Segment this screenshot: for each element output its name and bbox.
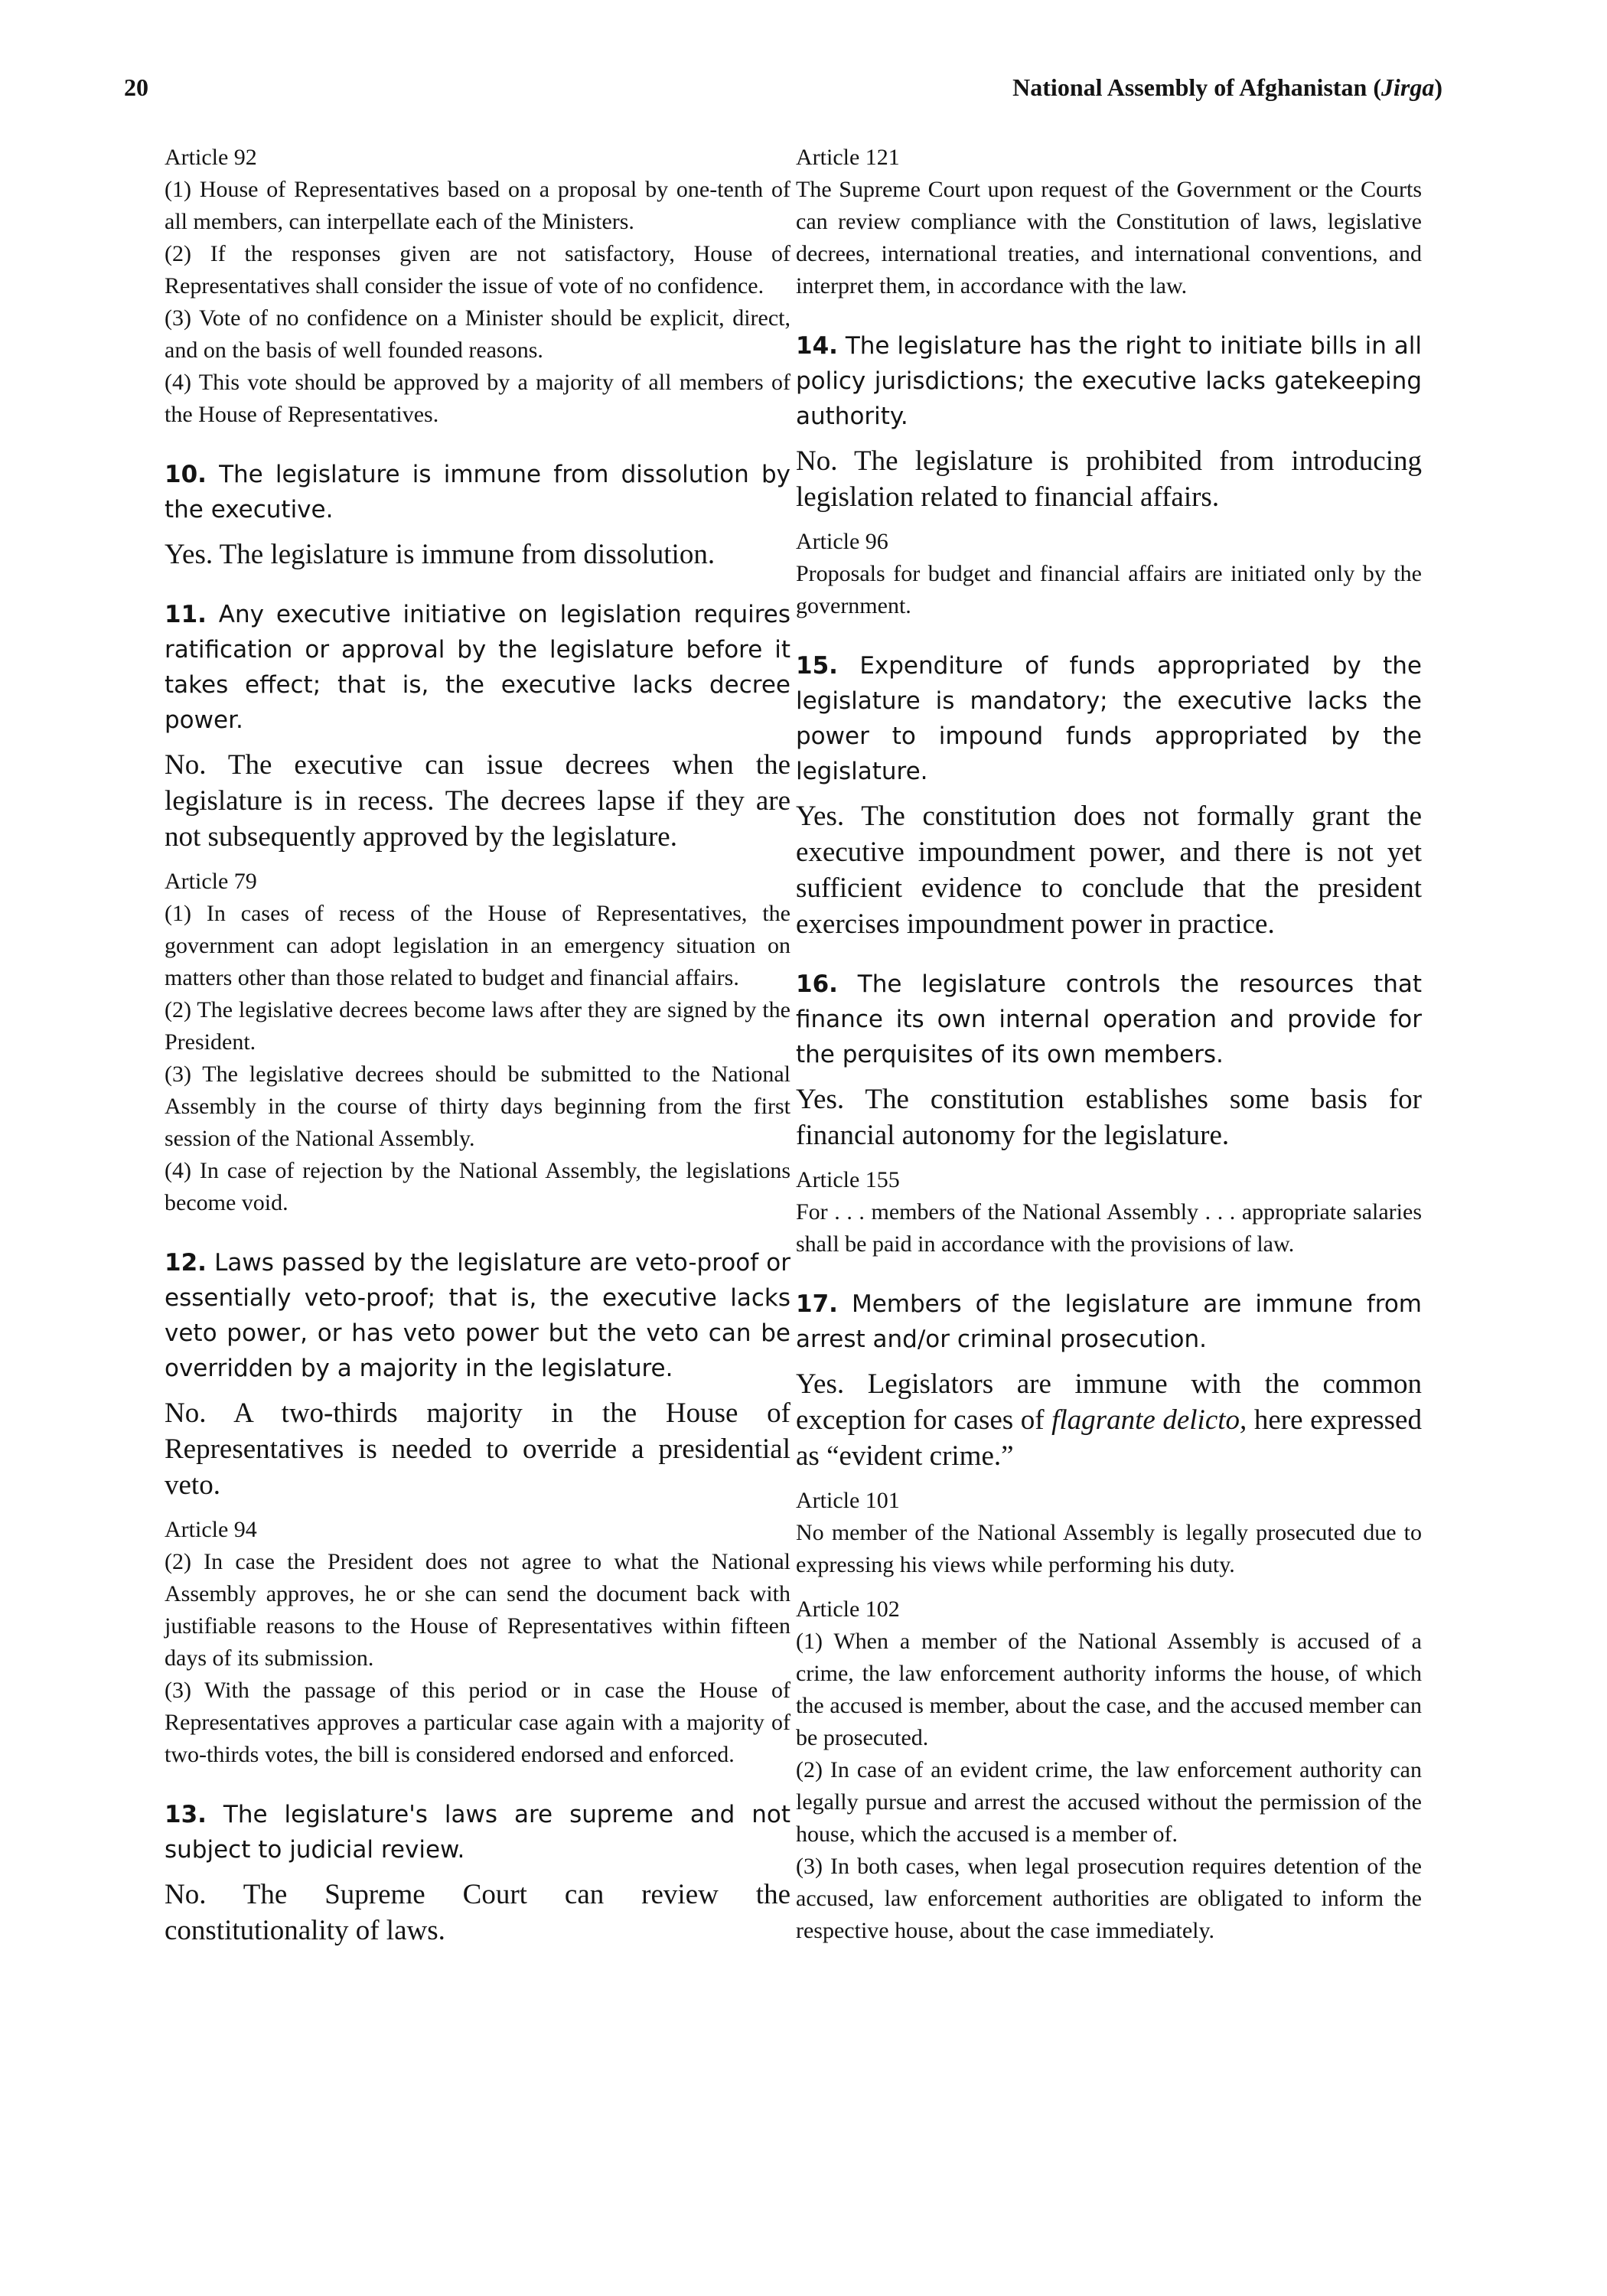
answer-17 <box>796 1366 1422 1474</box>
statement-number: 12. <box>165 1249 207 1277</box>
statement-15 <box>796 648 1422 789</box>
article-title: Article 101 <box>796 1488 900 1513</box>
left-column <box>165 142 790 1959</box>
article-94 <box>165 1514 790 1771</box>
answer-14: No. The legislature is prohibited from introducing legislation related to financial affairs. <box>796 445 1422 513</box>
statement-number: 10. <box>165 461 207 488</box>
page-number: 20 <box>124 73 148 101</box>
article-title: Article 155 <box>796 1167 900 1192</box>
statement-14 <box>796 328 1422 434</box>
statement-number: 16. <box>796 970 838 998</box>
running-head <box>1012 73 1442 102</box>
answer-10: Yes. The legislature is immune from dissolution. <box>165 539 715 570</box>
article-paragraph: (3) With the passage of this period or in case the House of Representatives approves a particular case again with a majority of two-thirds votes, the bill is considered endorsed and enforced. <box>165 1678 790 1767</box>
statement-13 <box>165 1797 790 1867</box>
article-paragraph: (4) In case of rejection by the National Assembly, the legislations become void. <box>165 1158 790 1215</box>
quote-block-article-79 <box>165 866 790 1219</box>
statement-text: The legislature controls the resources that finance its own internal operation and provide for the perquisites of its own members. <box>796 970 1422 1068</box>
statement-text: Expenditure of funds appropriated by the legislature is mandatory; the executive lacks the power to impound funds appropriated by the legislature. <box>796 652 1422 785</box>
answer-15: Yes. The constitution does not formally grant the executive impoundment power, and there is not yet sufficient evidence to conclude that the president exercises impoundment power in practice. <box>796 801 1422 940</box>
statement-text: The legislature is immune from dissolution by the executive. <box>165 461 790 523</box>
article-102 <box>796 1593 1422 1947</box>
statement-17 <box>796 1287 1422 1357</box>
article-paragraph: No member of the National Assembly is legally prosecuted due to expressing his views while performing his duty. <box>796 1520 1422 1577</box>
answer-text: Yes. Legislators are immune with the common exception for cases of <box>796 1368 1422 1436</box>
statement-text: Any executive initiative on legislation requires ratification or approval by the legislature before it takes effect; that is, the executive lacks decree power. <box>165 601 790 734</box>
article-paragraph: For . . . members of the National Assembly . . . appropriate salaries shall be paid in accordance with the provisions of law. <box>796 1199 1422 1257</box>
statement-number: 15. <box>796 652 838 680</box>
statement-text: Members of the legislature are immune from arrest and/or criminal prosecution. <box>796 1290 1422 1353</box>
running-head-text: National Assembly of Afghanistan ( <box>1012 73 1381 101</box>
running-head-close: ) <box>1434 73 1442 101</box>
statement-16 <box>796 967 1422 1072</box>
article-title: Article 94 <box>165 1517 257 1542</box>
statement-number: 11. <box>165 601 207 628</box>
quote-block-article-155 <box>796 1164 1422 1261</box>
article-paragraph: (2) In case the President does not agree to what the National Assembly approves, he or she can send the document back with justifiable reasons to the House of Representatives within fifteen days of its submission. <box>165 1549 790 1671</box>
answer-12: No. A two-thirds majority in the House of Representatives is needed to override a presidential veto. <box>165 1397 790 1501</box>
article-121 <box>796 142 1422 302</box>
article-paragraph: (3) In both cases, when legal prosecution requires detention of the accused, law enforcement authorities are obligated to inform the respective house, about the case immediately. <box>796 1854 1422 1943</box>
statement-11 <box>165 597 790 738</box>
article-paragraph: (2) In case of an evident crime, the law enforcement authority can legally pursue and arrest the accused without the permission of the house, which the accused is a member of. <box>796 1757 1422 1847</box>
statement-text: The legislature has the right to initiate bills in all policy jurisdictions; the executive lacks gatekeeping authority. <box>796 332 1422 430</box>
article-paragraph: Proposals for budget and financial affairs are initiated only by the government. <box>796 561 1422 618</box>
article-paragraph: The Supreme Court upon request of the Government or the Courts can review compliance with the Constitution of laws, legislative decrees, international treaties, and international conventions, and interpret them, in accordance with the law. <box>796 177 1422 298</box>
article-96 <box>796 526 1422 622</box>
article-155 <box>796 1164 1422 1261</box>
article-paragraph: (2) If the responses given are not satisfactory, House of Representatives shall consider the issue of vote of no confidence. <box>165 241 790 298</box>
article-title: Article 79 <box>165 869 257 894</box>
running-head-italic: Jirga <box>1381 73 1435 101</box>
statement-12 <box>165 1245 790 1386</box>
quote-block-article-121 <box>796 142 1422 302</box>
statement-text: The legislature's laws are supreme and not subject to judicial review. <box>165 1801 790 1864</box>
article-title: Article 92 <box>165 145 257 170</box>
article-paragraph: (2) The legislative decrees become laws after they are signed by the President. <box>165 997 790 1055</box>
article-title: Article 96 <box>796 529 888 554</box>
statement-number: 14. <box>796 332 838 360</box>
statement-number: 13. <box>165 1801 207 1828</box>
quote-block-article-96 <box>796 526 1422 622</box>
article-paragraph: (1) House of Representatives based on a proposal by one-tenth of all members, can interpellate each of the Ministers. <box>165 177 790 234</box>
article-paragraph: (1) When a member of the National Assembly is accused of a crime, the law enforcement authority informs the house, of which the accused is member, about the case, and the accused member can be prosecuted. <box>796 1629 1422 1750</box>
quote-block-articles-101-102 <box>796 1485 1422 1947</box>
answer-italic-phrase: flagrante delicto, <box>1051 1404 1247 1436</box>
statement-number: 17. <box>796 1290 838 1318</box>
statement-10 <box>165 457 790 527</box>
answer-11: No. The executive can issue decrees when the legislature is in recess. The decrees lapse if they are not subsequently approved by the legislature. <box>165 749 790 853</box>
right-column <box>796 142 1422 1973</box>
article-101 <box>796 1485 1422 1581</box>
article-paragraph: (1) In cases of recess of the House of Representatives, the government can adopt legislation in an emergency situation on matters other than those related to budget and financial affairs. <box>165 901 790 990</box>
article-92 <box>165 142 790 431</box>
article-paragraph: (3) Vote of no confidence on a Minister should be explicit, direct, and on the basis of well founded reasons. <box>165 305 790 363</box>
answer-13: No. The Supreme Court can review the constitutionality of laws. <box>165 1879 790 1946</box>
answer-text-end: here expressed as “evident crime.” <box>796 1404 1422 1472</box>
statement-text: Laws passed by the legislature are veto-proof or essentially veto-proof; that is, the executive lacks veto power, or has veto power but the veto can be overridden by a majority in the legislature. <box>165 1249 790 1382</box>
answer-16: Yes. The constitution establishes some basis for financial autonomy for the legislature. <box>796 1084 1422 1151</box>
article-paragraph: (4) This vote should be approved by a majority of all members of the House of Representatives. <box>165 370 790 427</box>
article-79 <box>165 866 790 1219</box>
article-paragraph: (3) The legislative decrees should be submitted to the National Assembly in the course of thirty days beginning from the first session of the National Assembly. <box>165 1062 790 1151</box>
quote-block-article-94 <box>165 1514 790 1771</box>
quote-block-article-92 <box>165 142 790 431</box>
article-title: Article 121 <box>796 145 900 170</box>
article-title: Article 102 <box>796 1596 900 1622</box>
